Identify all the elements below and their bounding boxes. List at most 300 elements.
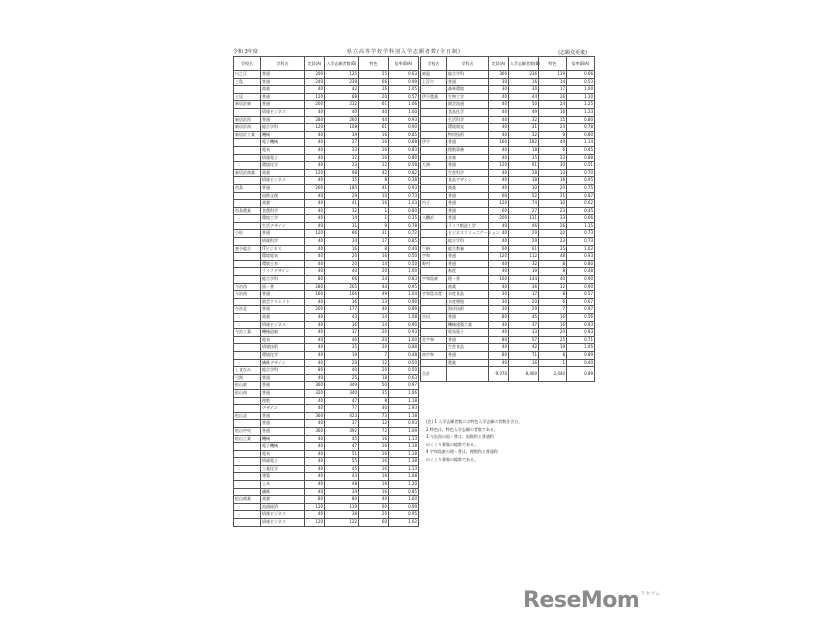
dept-cell: 食品デザイン: [447, 177, 489, 185]
special-cell: 42: [359, 169, 389, 177]
header-capacity: 定員(A): [305, 57, 325, 71]
special-cell: 8: [359, 397, 389, 405]
special-cell: 72: [359, 427, 389, 435]
special-cell: 23: [539, 207, 567, 215]
school-cell: [421, 306, 447, 314]
school-cell: [234, 481, 261, 489]
applicants-cell: 18: [509, 146, 539, 154]
applicants-cell: 48: [325, 481, 359, 489]
ratio-cell: 0.90: [389, 124, 419, 132]
school-cell: 小松: [234, 230, 261, 238]
capacity-cell: 80: [305, 496, 325, 504]
capacity-cell: 200: [305, 101, 325, 109]
table-row: [421, 314, 595, 322]
dept-cell: 普通: [447, 253, 489, 261]
ratio-cell: 0.95: [389, 511, 419, 519]
school-cell: 松山南: [234, 389, 261, 397]
capacity-cell: 120: [305, 519, 325, 527]
capacity-cell: 30: [489, 291, 509, 299]
capacity-cell: 40: [489, 101, 509, 109]
capacity-cell: 280: [305, 283, 325, 291]
school-cell: [234, 351, 261, 359]
school-cell: 弓削: [234, 374, 261, 382]
ratio-cell: 1.03: [389, 200, 419, 208]
applicants-cell: 340: [325, 389, 359, 397]
dept-cell: デザイン: [261, 405, 305, 413]
capacity-cell: 40: [489, 238, 509, 246]
ratio-cell: 1.18: [389, 443, 419, 451]
school-cell: 東温: [421, 71, 447, 79]
ratio-cell: 0.78: [567, 124, 595, 132]
school-cell: 新居浜東: [234, 101, 261, 109]
school-cell: [234, 359, 261, 367]
dept-cell: 普通: [261, 101, 305, 109]
applicants-cell: 44: [509, 93, 539, 101]
special-cell: 49: [539, 139, 567, 147]
table-row: [234, 78, 419, 86]
ratio-cell: 1.00: [389, 336, 419, 344]
capacity-cell: 40: [305, 344, 325, 352]
applicants-cell: 125: [325, 71, 359, 79]
header-applicants: 入学志願者数(B): [325, 57, 359, 71]
capacity-cell: 280: [305, 116, 325, 124]
special-cell: 61: [359, 124, 389, 132]
applicants-cell: 40: [325, 108, 359, 116]
special-cell: 16: [359, 200, 389, 208]
dept-cell: 食品化学: [447, 108, 489, 116]
special-cell: 14: [359, 260, 389, 268]
school-cell: [421, 283, 447, 291]
dept-cell: 総合学科: [447, 71, 489, 79]
school-cell: [234, 420, 261, 428]
school-cell: [421, 298, 447, 306]
special-cell: 8: [539, 268, 567, 276]
logo-text: ReseMom: [523, 588, 640, 613]
ratio-cell: 1.15: [567, 222, 595, 230]
ratio-cell: 0.38: [389, 177, 419, 185]
applicants-cell: 37: [325, 420, 359, 428]
school-cell: [234, 298, 261, 306]
school-cell: [234, 344, 261, 352]
special-cell: 35: [359, 389, 389, 397]
capacity-cell: 40: [305, 351, 325, 359]
ratio-cell: 0.93: [389, 116, 419, 124]
ratio-cell: 0.83: [567, 329, 595, 337]
capacity-cell: 40: [305, 450, 325, 458]
school-cell: 今治北: [234, 306, 261, 314]
capacity-cell: 60: [489, 207, 509, 215]
school-cell: [421, 101, 447, 109]
table-row: [234, 116, 419, 124]
applicants-cell: 349: [325, 382, 359, 390]
special-cell: 33: [539, 154, 567, 162]
dept-cell: 普通: [447, 207, 489, 215]
special-cell: 66: [359, 78, 389, 86]
dept-cell: 普通: [261, 93, 305, 101]
school-cell: [234, 519, 261, 527]
table-row: [234, 344, 419, 352]
school-cell: 新居浜南: [234, 124, 261, 132]
table-row: [421, 146, 595, 154]
applicants-cell: 36: [509, 283, 539, 291]
table-row: [421, 93, 595, 101]
special-cell: 13: [539, 169, 567, 177]
capacity-cell: 80: [305, 367, 325, 375]
header-school: 学校名: [234, 57, 261, 71]
special-cell: 16: [359, 481, 389, 489]
capacity-cell: 40: [305, 177, 325, 185]
special-cell: 20: [539, 329, 567, 337]
table-row: [234, 306, 419, 314]
ratio-cell: 0.89: [567, 351, 595, 359]
applicants-cell: 86: [325, 230, 359, 238]
table-row: [234, 238, 419, 246]
ratio-cell: 0.88: [389, 344, 419, 352]
table-row: [421, 291, 595, 299]
capacity-cell: 120: [305, 230, 325, 238]
table-row: [421, 71, 595, 79]
dept-cell: 普通: [447, 162, 489, 170]
applicants-cell: 57: [509, 336, 539, 344]
header-dept: 学科名: [447, 57, 489, 71]
dept-cell: 普通: [447, 215, 489, 223]
table-row: [234, 93, 419, 101]
school-cell: [234, 397, 261, 405]
table-row: [421, 139, 595, 147]
table-row: [421, 177, 595, 185]
special-cell: 16: [359, 458, 389, 466]
dept-cell: 水産増殖: [447, 298, 489, 306]
dept-cell: 商業: [261, 86, 305, 94]
ratio-cell: 0.90: [567, 283, 595, 291]
ratio-cell: 0.63: [389, 71, 419, 79]
table-row: [421, 207, 595, 215]
school-cell: [234, 139, 261, 147]
school-cell: [234, 192, 261, 200]
ratio-cell: 1.10: [567, 93, 595, 101]
special-cell: 9: [539, 131, 567, 139]
applicants-cell: 52: [509, 192, 539, 200]
capacity-cell: 40: [489, 177, 509, 185]
note-line: のくくり募集の総称である。: [426, 441, 478, 447]
table-row: [234, 314, 419, 322]
dept-cell: 情報ビジネス: [261, 519, 305, 527]
applicants-cell: 42: [325, 86, 359, 94]
school-cell: 松山工業: [234, 435, 261, 443]
applicants-cell: 119: [325, 503, 359, 511]
dept-cell: 商業: [447, 184, 489, 192]
school-cell: 松山東: [234, 382, 261, 390]
table-row: [234, 519, 419, 527]
header-applicants: 入学志願者数(B): [509, 57, 539, 71]
dept-cell: 農業: [447, 359, 489, 367]
ratio-cell: 0.62: [567, 200, 595, 208]
dept-cell: 普通: [447, 260, 489, 268]
applicants-cell: 32: [509, 131, 539, 139]
dept-cell: 普通: [261, 306, 305, 314]
ratio-cell: 0.90: [389, 298, 419, 306]
capacity-cell: 40: [305, 253, 325, 261]
note-line: (注) 1 入学志願者数には特色入学志願の者数を含む。: [426, 419, 523, 424]
dept-cell: 商業: [261, 169, 305, 177]
special-cell: 20: [359, 336, 389, 344]
document-title: 県立高等学校学科別入学志願者数(全日制): [347, 49, 461, 55]
capacity-cell: 40: [305, 192, 325, 200]
capacity-cell: 160: [489, 139, 509, 147]
applicants-cell: 20: [325, 359, 359, 367]
capacity-cell: 40: [305, 329, 325, 337]
applicants-cell: 43: [325, 473, 359, 481]
applicants-cell: 31: [509, 124, 539, 132]
school-cell: [421, 329, 447, 337]
table-row: [421, 321, 595, 329]
ratio-cell: 1.93: [389, 405, 419, 413]
special-cell: 16: [359, 154, 389, 162]
ratio-cell: 0.73: [389, 192, 419, 200]
school-cell: 今治工業: [234, 329, 261, 337]
table-row: [234, 488, 419, 496]
school-cell: 宇和島水産: [421, 291, 447, 299]
special-cell: 24: [539, 101, 567, 109]
table-row: [421, 131, 595, 139]
dept-cell: 情報電子: [261, 154, 305, 162]
ratio-cell: 0.95: [567, 177, 595, 185]
dept-cell: 普通: [447, 200, 489, 208]
applicants-cell: 77: [325, 405, 359, 413]
table-row: [234, 427, 419, 435]
special-cell: 40: [539, 276, 567, 284]
school-cell: 吉田: [421, 314, 447, 322]
capacity-cell: 40: [305, 443, 325, 451]
school-cell: 川之江: [234, 71, 261, 79]
special-cell: 1: [359, 207, 389, 215]
applicants-cell: 80: [325, 496, 359, 504]
table-row: [234, 389, 419, 397]
school-cell: 伊予農業: [421, 93, 447, 101]
applicants-cell: 33: [509, 329, 539, 337]
school-cell: 東予総合: [234, 245, 261, 253]
ratio-cell: 0.58: [389, 162, 419, 170]
table-row: [234, 511, 419, 519]
applicants-cell: 42: [509, 344, 539, 352]
ratio-cell: 0.71: [567, 336, 595, 344]
capacity-cell: 40: [305, 162, 325, 170]
capacity-cell: 40: [489, 268, 509, 276]
dept-cell: 総合学科: [447, 238, 489, 246]
special-cell: 16: [359, 146, 389, 154]
dept-cell: 情報ビジネス: [261, 108, 305, 116]
dept-cell: 商業: [447, 283, 489, 291]
table-row: [234, 86, 419, 94]
applicants-cell: 55: [325, 458, 359, 466]
dept-cell: 食農科学: [261, 207, 305, 215]
dept-cell: 繊維デザイン: [261, 359, 305, 367]
school-cell: 今治南: [234, 291, 261, 299]
school-cell: [234, 268, 261, 276]
applicants-cell: 166: [325, 291, 359, 299]
table-row: [421, 260, 595, 268]
table-row: [421, 238, 595, 246]
capacity-cell: 40: [489, 131, 509, 139]
ratio-cell: 0.73: [567, 238, 595, 246]
special-cell: 16: [539, 314, 567, 322]
header-capacity: 定員(A): [489, 57, 509, 71]
special-cell: 26: [539, 93, 567, 101]
ratio-cell: 0.93: [567, 253, 595, 261]
dept-cell: 情報科学: [261, 238, 305, 246]
school-cell: 松山中央: [234, 427, 261, 435]
ratio-cell: 1.38: [389, 458, 419, 466]
table-row: [421, 283, 595, 291]
table-row: [234, 291, 419, 299]
table-row: [234, 367, 419, 375]
capacity-cell: 120: [489, 253, 509, 261]
dept-cell: 理数事務: [447, 146, 489, 154]
table-row: [234, 443, 419, 451]
capacity-cell: 40: [305, 298, 325, 306]
school-cell: しまなみ: [234, 367, 261, 375]
special-cell: 23: [539, 238, 567, 246]
table-row: [421, 192, 595, 200]
total-ratio: 0.89: [567, 367, 595, 382]
table-row: [234, 298, 419, 306]
ratio-cell: 0.93: [389, 420, 419, 428]
dept-cell: 園芸クリエイト: [261, 298, 305, 306]
applicants-cell: 20: [509, 298, 539, 306]
table-row: [421, 162, 595, 170]
dept-cell: 商業: [261, 200, 305, 208]
table-row: [234, 207, 419, 215]
special-cell: 16: [359, 435, 389, 443]
header-ratio: 倍率(B/A): [567, 57, 595, 71]
school-cell: 八幡浜: [421, 215, 447, 223]
applicants-cell: 15: [325, 177, 359, 185]
applicants-cell: 16: [325, 245, 359, 253]
capacity-cell: 40: [489, 116, 509, 124]
ratio-cell: 0.48: [567, 268, 595, 276]
dept-cell: 普通: [261, 382, 305, 390]
special-cell: 44: [359, 283, 389, 291]
ratio-cell: 0.85: [389, 131, 419, 139]
school-cell: [234, 443, 261, 451]
ratio-cell: 0.80: [389, 154, 419, 162]
table-row: [234, 397, 419, 405]
applicants-cell: 37: [509, 321, 539, 329]
school-cell: [421, 192, 447, 200]
special-cell: 16: [359, 139, 389, 147]
ratio-cell: 0.85: [389, 238, 419, 246]
school-cell: [421, 131, 447, 139]
table-row: [234, 420, 419, 428]
special-cell: 16: [539, 321, 567, 329]
school-cell: [421, 184, 447, 192]
special-cell: 14: [359, 321, 389, 329]
dept-cell: 普通: [261, 78, 305, 86]
special-cell: 17: [359, 238, 389, 246]
ratio-cell: 1.08: [389, 314, 419, 322]
applicants-cell: 212: [325, 101, 359, 109]
dept-cell: 生産科学: [447, 169, 489, 177]
ratio-cell: 0.68: [389, 139, 419, 147]
school-cell: [234, 465, 261, 473]
capacity-cell: 30: [489, 306, 509, 314]
dept-cell: 電子機械: [261, 139, 305, 147]
ratio-cell: 0.40: [567, 359, 595, 367]
table-row: [234, 382, 419, 390]
special-cell: 30: [539, 162, 567, 170]
dept-cell: 理数: [261, 397, 305, 405]
capacity-cell: 200: [489, 215, 509, 223]
special-cell: 55: [359, 71, 389, 79]
special-cell: 16: [359, 450, 389, 458]
table-row: [421, 215, 595, 223]
applicants-cell: 61: [509, 245, 539, 253]
capacity-cell: 60: [489, 245, 509, 253]
special-cell: 16: [359, 473, 389, 481]
special-cell: 61: [359, 101, 389, 109]
special-cell: 1: [359, 215, 389, 223]
ratio-cell: 0.83: [389, 276, 419, 284]
capacity-cell: 80: [489, 336, 509, 344]
school-cell: [234, 146, 261, 154]
school-cell: [234, 108, 261, 116]
applicants-cell: 98: [325, 169, 359, 177]
capacity-cell: 40: [305, 314, 325, 322]
right-table: [420, 56, 595, 382]
dept-cell: 普通: [261, 184, 305, 192]
ratio-cell: 0.50: [389, 253, 419, 261]
dept-cell: 総合教養: [447, 245, 489, 253]
school-cell: [234, 488, 261, 496]
dept-cell: 環境工学: [261, 215, 305, 223]
ratio-cell: 0.93: [389, 329, 419, 337]
table-row: [234, 329, 419, 337]
school-cell: 宇和島東: [421, 276, 447, 284]
table-row: [421, 344, 595, 352]
ratio-cell: 0.73: [567, 230, 595, 238]
special-cell: 20: [359, 93, 389, 101]
applicants-cell: 34: [325, 238, 359, 246]
capacity-cell: 40: [489, 154, 509, 162]
special-cell: 44: [359, 116, 389, 124]
capacity-cell: 120: [305, 93, 325, 101]
special-cell: 20: [359, 344, 389, 352]
school-cell: 土居: [234, 93, 261, 101]
school-cell: 上浮穴: [421, 78, 447, 86]
ratio-cell: 1.05: [389, 86, 419, 94]
table-row: [234, 268, 419, 276]
capacity-cell: 40: [305, 260, 325, 268]
dept-cell: 環境土木: [261, 260, 305, 268]
table-row: [234, 450, 419, 458]
capacity-cell: 120: [489, 200, 509, 208]
school-cell: [234, 154, 261, 162]
applicants-cell: 74: [509, 200, 539, 208]
special-cell: 12: [359, 162, 389, 170]
special-cell: 48: [539, 253, 567, 261]
dept-cell: 情報電子: [261, 458, 305, 466]
dept-cell: 機械: [261, 131, 305, 139]
capacity-cell: 200: [305, 184, 325, 192]
school-cell: [234, 215, 261, 223]
capacity-cell: 30: [489, 86, 509, 94]
capacity-cell: 40: [305, 359, 325, 367]
dept-cell: 普通: [447, 351, 489, 359]
applicants-cell: 177: [325, 306, 359, 314]
table-row: [234, 336, 419, 344]
capacity-cell: 40: [305, 481, 325, 489]
ratio-cell: 0.53: [567, 78, 595, 86]
